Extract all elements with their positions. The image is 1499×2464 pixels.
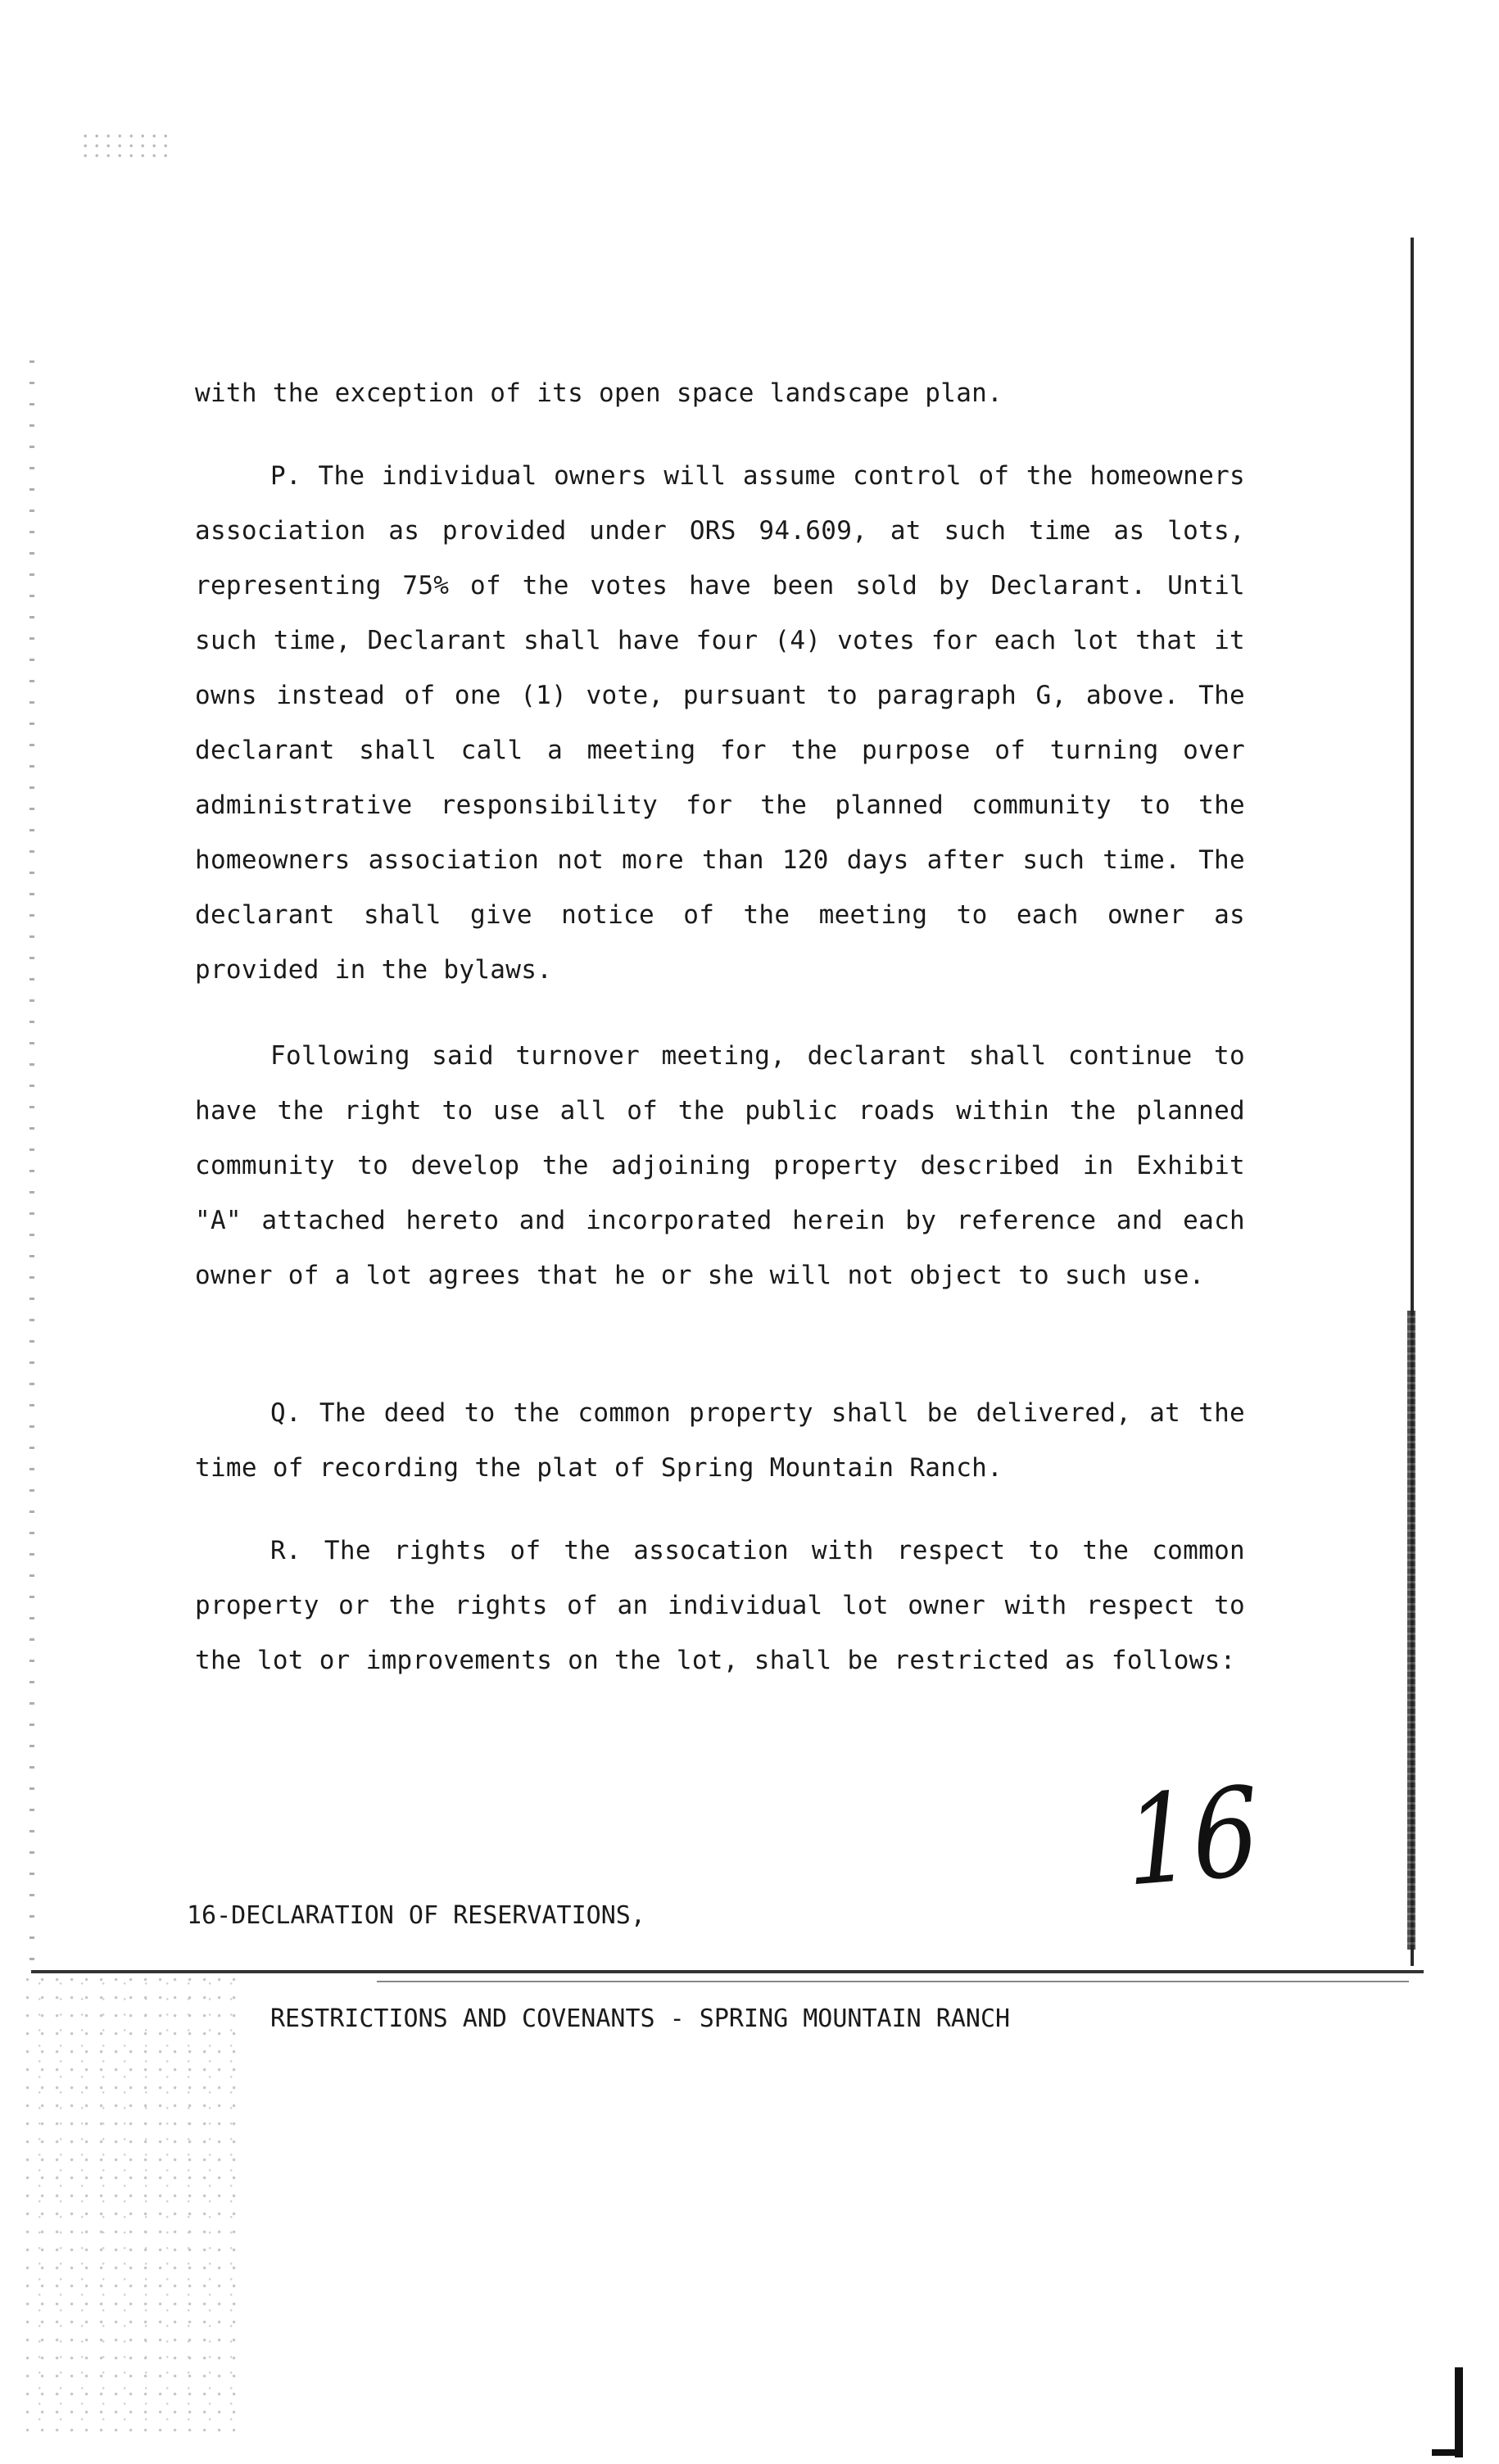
paragraph-following: Following said turnover meeting, declarant shall continue to have the right to use all of the public roads within the planned community to develop the adjoining property described in Exhibit "A" attached hereto and incorporated herein by reference and each owner of a lot agrees that he or she will not object to such use. xyxy=(195,1041,1245,1290)
scan-bottom-rule-faint xyxy=(377,1981,1409,1982)
scan-smudge xyxy=(25,1974,238,2433)
paragraph-q: Q. The deed to the common property shall be delivered, at the time of recording the plat of Spring Mountain Ranch. xyxy=(195,1398,1245,1483)
scan-speck xyxy=(82,131,172,164)
paragraph-p: P. The individual owners will assume control of the homeowners association as provided under ORS 94.609, at such time as lots, representing 75% of the votes have been sold by Declarant. Until such time, Declarant shall have four (4) votes for each lot that it owns instead of one (1) vote, pursuant to paragraph G, above. The declarant shall call a meeting for the purpose of turning over administrative responsibility for the planned community to the homeowners association not more than 120 days after such time. The declarant shall give notice of the meeting to each owner as provided in the bylaws. xyxy=(195,461,1245,985)
handwritten-page-number: 16 xyxy=(1121,1760,1263,1914)
scan-corner-mark-foot xyxy=(1432,2449,1463,2456)
footer-title-line1: 16-DECLARATION OF RESERVATIONS, xyxy=(187,1901,645,1930)
scan-corner-mark xyxy=(1455,2367,1463,2457)
intro-line: with the exception of its open space landscape plan. xyxy=(195,378,1003,408)
scan-bottom-rule xyxy=(31,1970,1424,1973)
scan-left-edge xyxy=(29,360,34,1966)
scan-right-edge-shadow xyxy=(1407,1311,1415,1950)
footer-title-line2: RESTRICTIONS AND COVENANTS - SPRING MOUNTAIN RANCH xyxy=(270,2004,1011,2033)
paragraph-r: R. The rights of the assocation with respect to the common property or the rights of an individual lot owner with respect to the lot or improvements on the lot, shall be restricted as follows: xyxy=(195,1536,1245,1675)
footer-title xyxy=(187,1830,1010,2105)
